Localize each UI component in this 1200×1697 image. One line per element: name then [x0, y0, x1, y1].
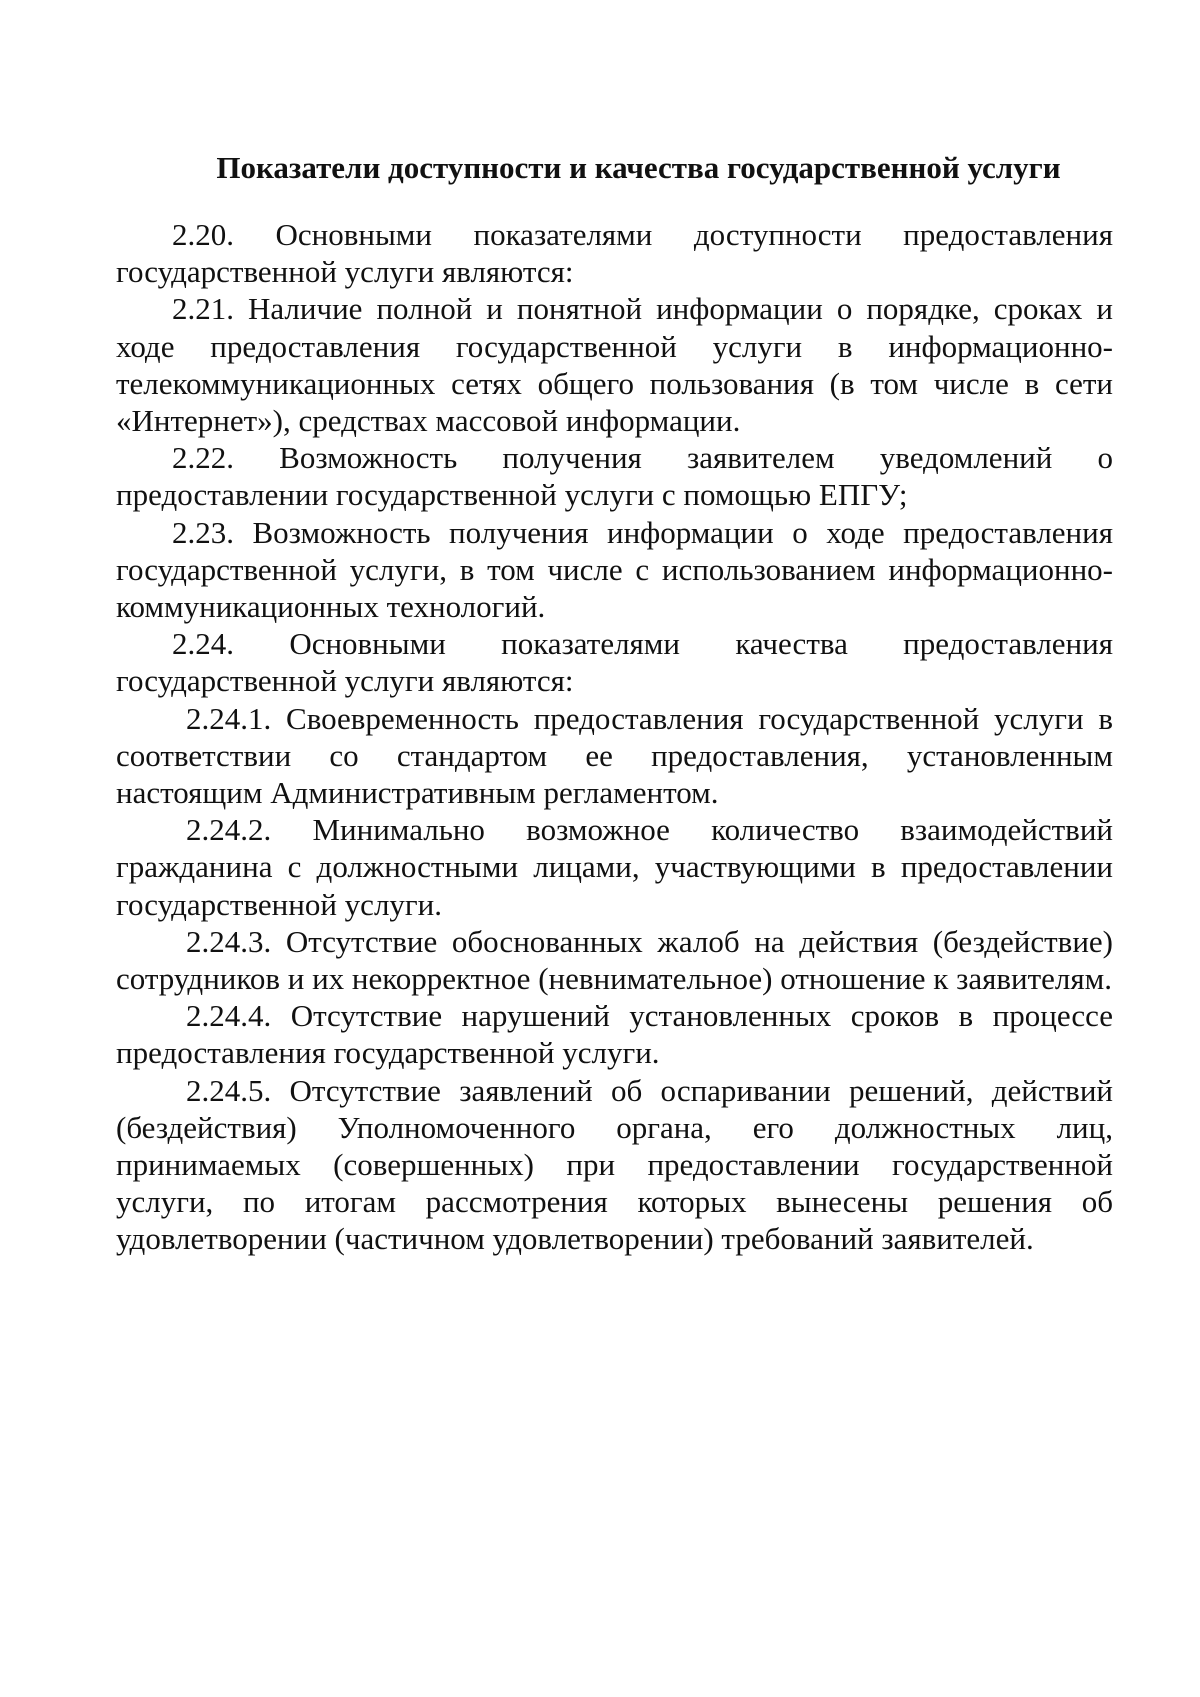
document-page: [116, 148, 1113, 1258]
paragraph-2-24-2: 2.24.2. Минимально возможное количество взаимодействий гражданина с должностными лицами, участвующими в предоставлении государственной услуги.: [116, 812, 1113, 922]
paragraph-2-23: 2.23. Возможность получения информации о ходе предоставления государственной услуги, в том числе с использованием информационно-коммуникационных технологий.: [116, 514, 1113, 625]
paragraph-2-21: 2.21. Наличие полной и понятной информации о порядке, сроках и ходе предоставления государственной услуги в информационно-телекоммуникационных сетях общего пользования (в том числе в сети «Интернет»), средствах массовой информации.: [116, 291, 1113, 439]
paragraph-2-20: 2.20. Основными показателями доступности предоставления государственной услуги являются:: [116, 217, 1113, 290]
paragraph-2-22: 2.22. Возможность получения заявителем уведомлений о предоставлении государственной услуги с помощью ЕПГУ;: [116, 440, 1113, 513]
paragraph-2-24: 2.24. Основными показателями качества предоставления государственной услуги являются:: [116, 626, 1113, 699]
section-title: Показатели доступности и качества государственной услуги: [216, 150, 1061, 185]
paragraph-2-24-3: 2.24.3. Отсутствие обоснованных жалоб на действия (бездействие) сотрудников и их некорректное (невнимательное) отношение к заявителям.: [116, 923, 1113, 997]
paragraph-2-24-4: 2.24.4. Отсутствие нарушений установленных сроков в процессе предоставления государственной услуги.: [116, 998, 1113, 1071]
paragraph-2-24-5: 2.24.5. Отсутствие заявлений об оспаривании решений, действий (бездействия) Уполномоченного органа, его должностных лиц, принимаемых (совершенных) при предоставлении государственной услуги, по итогам рассмотрения которых вынесены решения об удовлетворении (частичном удовлетворении) требований заявителей.: [116, 1072, 1113, 1257]
paragraph-2-24-1: 2.24.1. Своевременность предоставления государственной услуги в соответствии со стандартом ее предоставления, установленным настоящим Административным регламентом.: [116, 700, 1113, 811]
